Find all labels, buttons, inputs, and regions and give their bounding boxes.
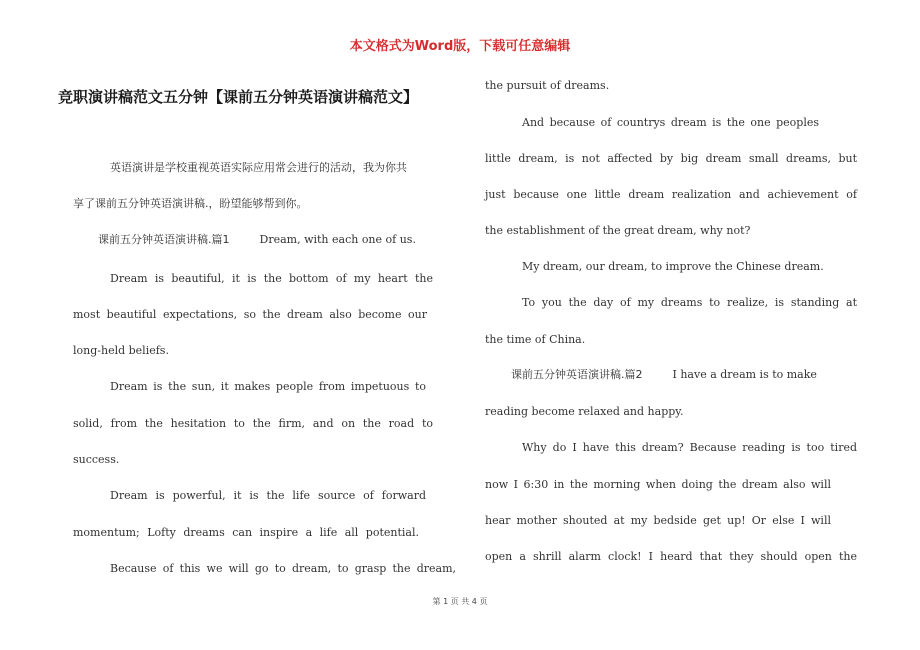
section-1-heading-row (98, 233, 456, 247)
document-title: 竞职演讲稿范文五分钟【课前五分钟英语演讲稿范文】 (58, 88, 419, 106)
paragraph-line: Why do I have this dream? Because reading is too tired (522, 441, 857, 454)
page-number-footer: 第 1 页 共 4 页 (432, 597, 488, 606)
paragraph-line: reading become relaxed and happy. (485, 405, 684, 418)
paragraph-line: now I 6:30 in the morning when doing the dream also will (485, 478, 831, 491)
paragraph-line: Dream is the sun, it makes people from impetuous to (110, 380, 426, 393)
paragraph-line: To you the day of my dreams to realize, is standing at (522, 296, 857, 309)
paragraph-line: Because of this we will go to dream, to grasp the dream, (110, 562, 456, 575)
paragraph-line: Dream is powerful, it is the life source of forward (110, 489, 426, 502)
paragraph-line: hear mother shouted at my bedside get up! Or else I will (485, 514, 831, 527)
paragraph-line: momentum; Lofty dreams can inspire a life all potential. (73, 526, 419, 539)
paragraph-line: just because one little dream realization and achievement of (485, 188, 857, 201)
intro-line-1: 英语演讲是学校重视英语实际应用常会进行的活动，我为你共 (110, 161, 407, 174)
section-2-heading-row (511, 368, 857, 382)
paragraph-line: the pursuit of dreams. (485, 79, 610, 92)
section-1-heading: 课前五分钟英语演讲稿.篇1 (98, 233, 230, 246)
paragraph-line: long-held beliefs. (73, 344, 169, 357)
paragraph-line: open a shrill alarm clock! I heard that they should open the (485, 550, 857, 563)
paragraph-line: And because of countrys dream is the one peoples (522, 116, 819, 129)
section-1-heading-tail: Dream, with each one of us. (259, 233, 416, 246)
paragraph-line: solid, from the hesitation to the firm, and on the road to (73, 417, 433, 430)
paragraph-line: Dream is beautiful, it is the bottom of my heart the (110, 272, 433, 285)
section-2-heading-tail: I have a dream is to make (672, 368, 817, 381)
intro-line-2: 享了课前五分钟英语演讲稿.，盼望能够帮到你。 (73, 197, 308, 210)
paragraph-line: most beautiful expectations, so the dream also become our (73, 308, 427, 321)
section-2-heading: 课前五分钟英语演讲稿.篇2 (511, 368, 643, 381)
paragraph-line: little dream, is not affected by big dream small dreams, but (485, 152, 857, 165)
paragraph-line: the establishment of the great dream, why not? (485, 224, 751, 237)
paragraph-line: the time of China. (485, 333, 586, 346)
download-banner: 本文格式为Word版，下载可任意编辑 (349, 39, 571, 54)
paragraph-line: My dream, our dream, to improve the Chinese dream. (522, 260, 824, 273)
paragraph-line: success. (73, 453, 120, 466)
